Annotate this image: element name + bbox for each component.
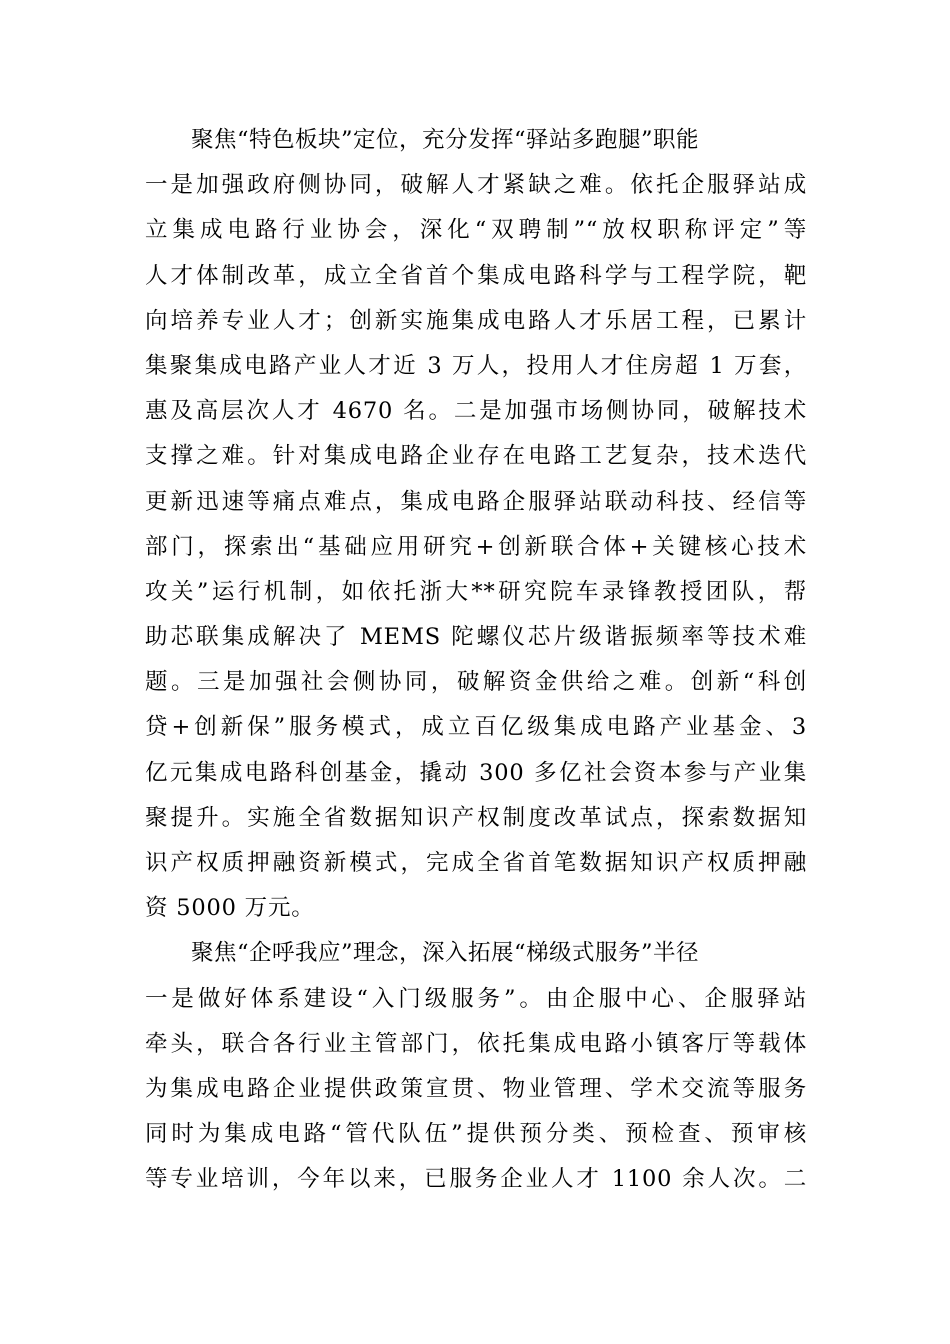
document-body [145, 118, 807, 1203]
paragraph-line: 一是做好体系建设“入门级服务”。由企服中心、企服驿站 [145, 985, 807, 1012]
paragraph-line: 贷+创新保”服务模式，成立百亿级集成电路产业基金、3 [145, 714, 807, 741]
paragraph-line: 惠及高层次人才 4670 名。二是加强市场侧协同，破解技术 [145, 398, 807, 425]
paragraph-line: 部门，探索出“基础应用研究+创新联合体+关键核心技术 [145, 533, 807, 560]
paragraph-line: 集聚集成电路产业人才近 3 万人，投用人才住房超 1 万套， [145, 352, 807, 379]
paragraph-line: 聚提升。实施全省数据知识产权制度改革试点，探索数据知 [145, 804, 807, 831]
paragraph-line: 向培养专业人才；创新实施集成电路人才乐居工程，已累计 [145, 307, 807, 334]
paragraph-line: 更新迅速等痛点难点，集成电路企服驿站联动科技、经信等 [145, 488, 807, 515]
paragraph-line: 同时为集成电路“管代队伍”提供预分类、预检查、预审核 [145, 1121, 807, 1148]
paragraph-line: 立集成电路行业协会，深化“双聘制”“放权职称评定”等 [145, 217, 807, 244]
paragraph-line: 题。三是加强社会侧协同，破解资金供给之难。创新“科创 [145, 669, 807, 696]
paragraph-line: 识产权质押融资新模式，完成全省首笔数据知识产权质押融 [145, 850, 807, 876]
paragraph-line: 资 5000 万元。 [145, 895, 315, 922]
paragraph-line: 一是加强政府侧协同，破解人才紧缺之难。依托企服驿站成 [145, 172, 807, 199]
section-heading: 聚焦“特色板块”定位，充分发挥“驿站多跑腿”职能 [191, 127, 700, 153]
paragraph-line: 为集成电路企业提供政策宣贯、物业管理、学术交流等服务 [145, 1075, 807, 1102]
paragraph-line: 牵头，联合各行业主管部门，依托集成电路小镇客厅等载体 [145, 1030, 807, 1057]
paragraph-line: 支撑之难。针对集成电路企业存在电路工艺复杂，技术迭代 [145, 443, 807, 470]
paragraph-line: 攻关”运行机制，如依托浙大**研究院车录锋教授团队，帮 [145, 578, 807, 605]
paragraph-line: 人才体制改革，成立全省首个集成电路科学与工程学院，靶 [145, 262, 807, 289]
paragraph-line: 等专业培训，今年以来，已服务企业人才 1100 余人次。二 [145, 1166, 808, 1193]
paragraph-line: 亿元集成电路科创基金，撬动 300 多亿社会资本参与产业集 [145, 759, 807, 786]
section-heading: 聚焦“企呼我应”理念，深入拓展“梯级式服务”半径 [191, 940, 700, 967]
paragraph-line: 助芯联集成解决了 MEMS 陀螺仪芯片级谐振频率等技术难 [145, 624, 807, 651]
